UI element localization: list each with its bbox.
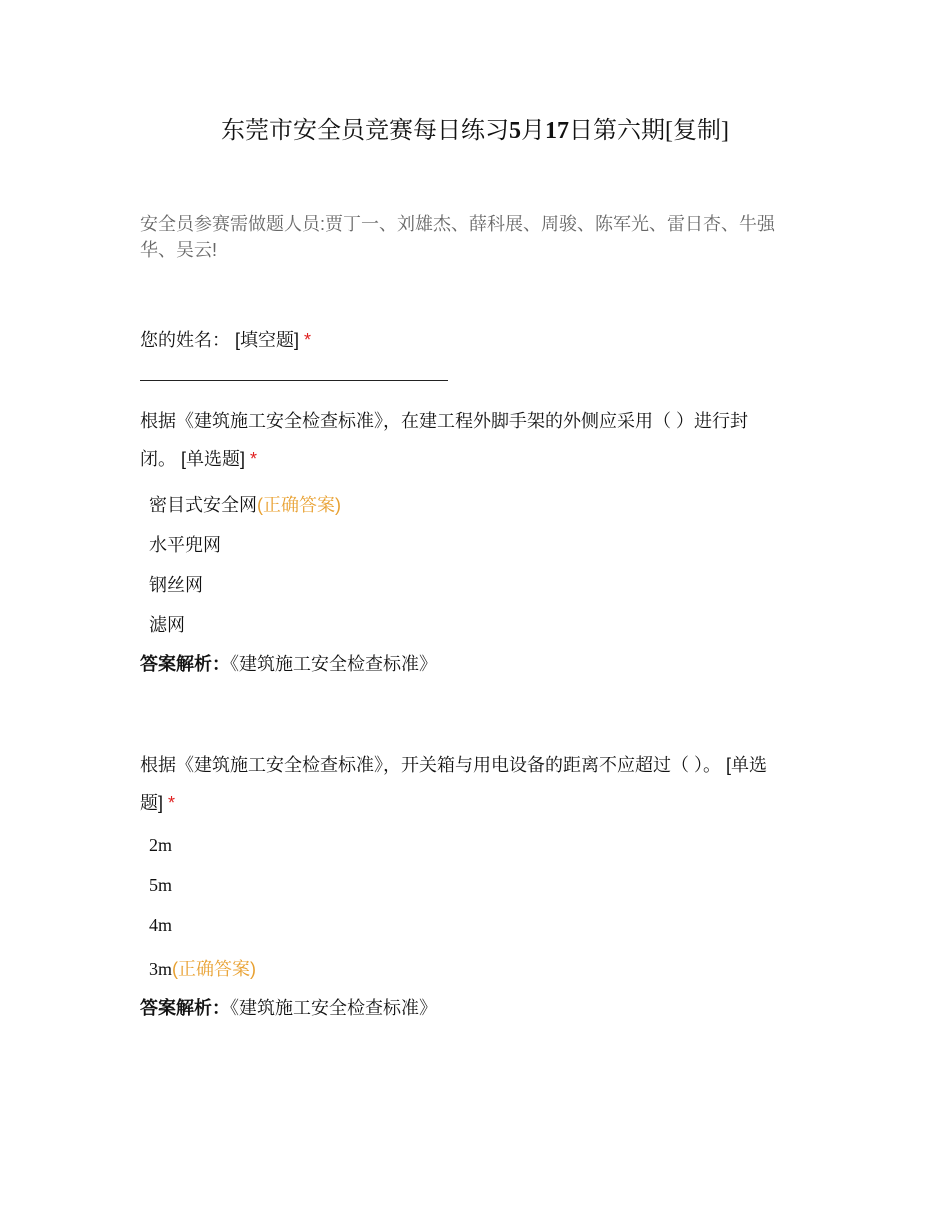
intro-line-1: 安全员参赛需做题人员:贾丁一、刘雄杰、薛科展、周骏、陈军光、雷日杏、牛强 (140, 214, 775, 234)
name-answer-line[interactable] (140, 380, 448, 381)
q1-option[interactable]: 密目式安全网(正确答案) (149, 495, 341, 515)
q2-option[interactable]: 2m (149, 835, 173, 855)
q2-option[interactable]: 5m (149, 875, 173, 895)
q2-option[interactable]: 3m(正确答案) (149, 959, 257, 979)
question-1-line-2: 闭。 [单选题] * (140, 449, 258, 469)
page-title: 东莞市安全员竞赛每日练习5月17日第六期[复制] (221, 118, 729, 144)
q1-option[interactable]: 水平兜网 (149, 535, 221, 555)
q2-option[interactable]: 4m (149, 915, 173, 935)
q1-option[interactable]: 钢丝网 (149, 575, 203, 595)
question-2-line-1: 根据《建筑施工安全检查标准》，开关箱与用电设备的距离不应超过（ ）。 [单选 (140, 755, 767, 775)
question-2-line-2: 题] * (140, 793, 176, 813)
q1-analysis: 答案解析：《建筑施工安全检查标准》 (140, 654, 437, 674)
q1-option[interactable]: 滤网 (149, 615, 185, 635)
q2-analysis: 答案解析：《建筑施工安全检查标准》 (140, 998, 437, 1018)
intro-line-2: 华、吴云! (140, 240, 218, 260)
question-name: 您的姓名： [填空题] * (140, 330, 312, 350)
question-1-line-1: 根据《建筑施工安全检查标准》，在建工程外脚手架的外侧应采用（ ）进行封 (140, 411, 748, 431)
